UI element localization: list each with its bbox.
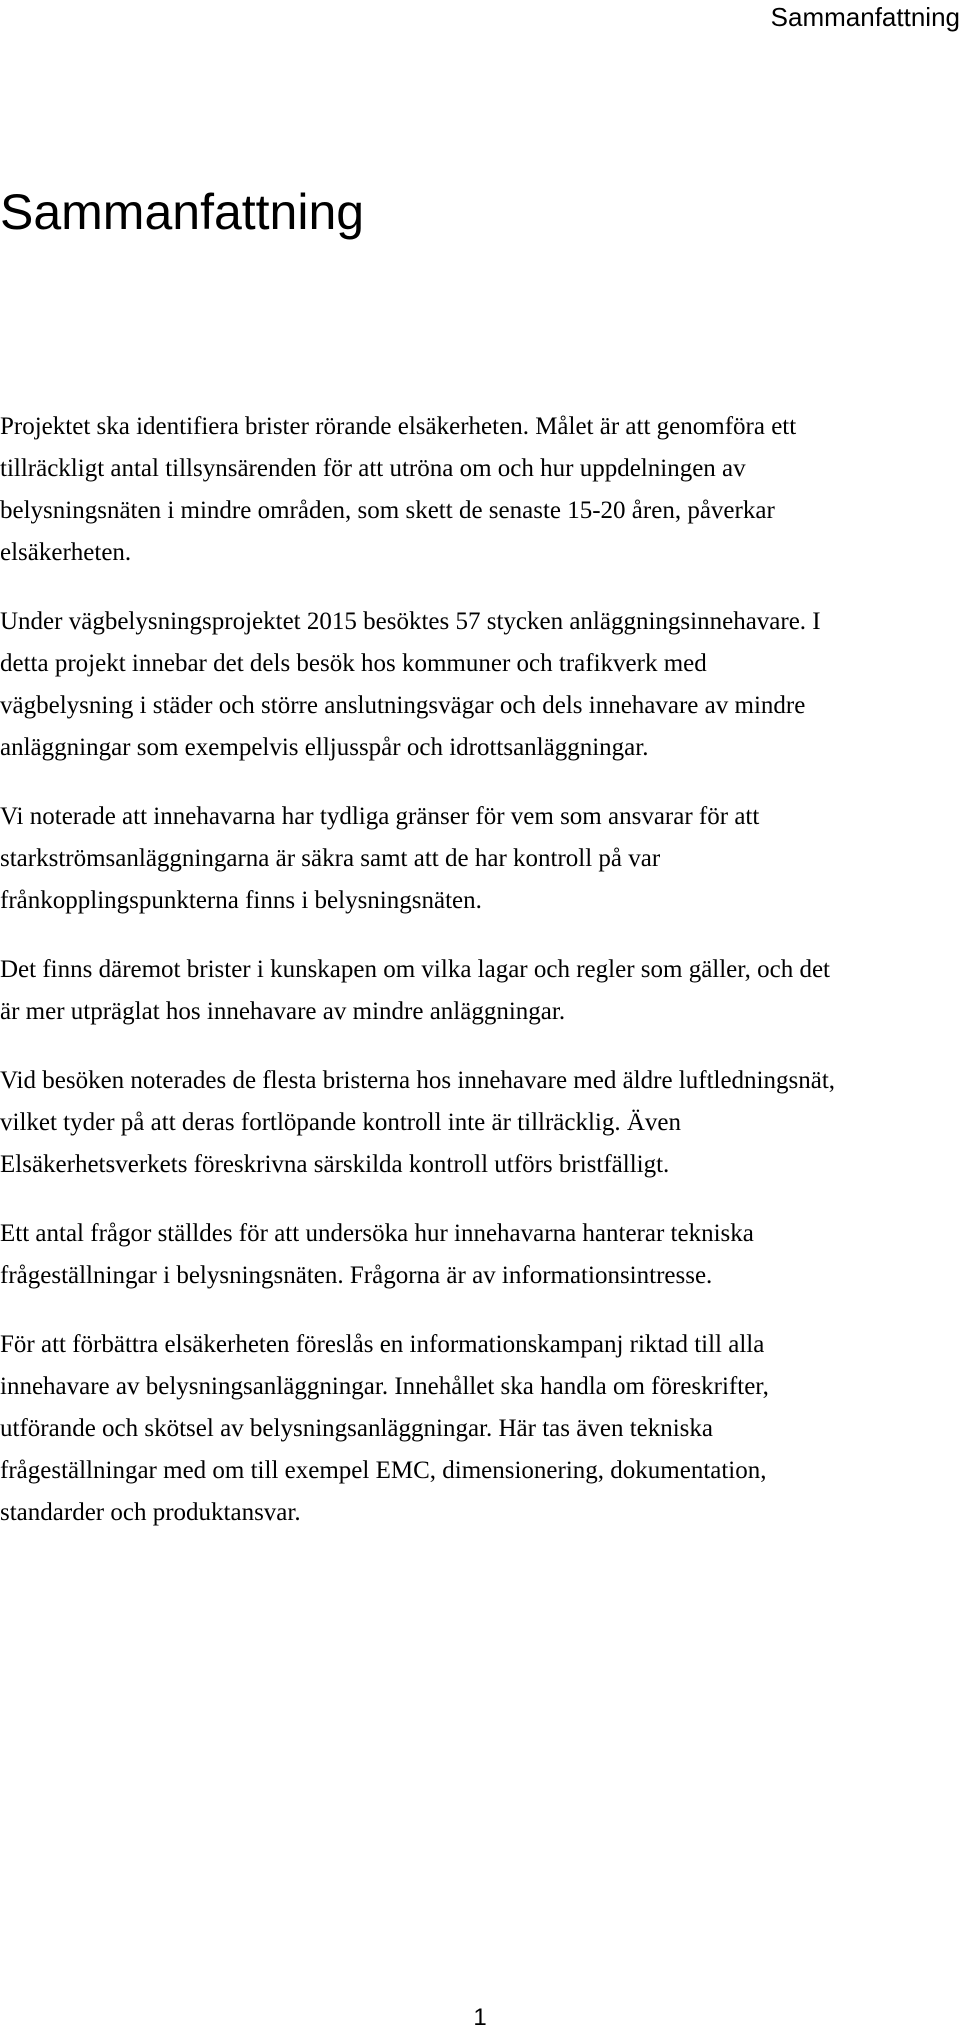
text-line: Vid besöken noterades de flesta bristerna hos innehavare med äldre luftledningsnät, (0, 1067, 836, 1094)
text-line: frågeställningar med om till exempel EMC, dimensionering, dokumentation, (0, 1457, 767, 1484)
running-header: Sammanfattning (770, 2, 960, 32)
text-line: elsäkerheten. (0, 539, 132, 566)
text-line: vilket tyder på att deras fortlöpande kontroll inte är tillräcklig. Även (0, 1109, 682, 1136)
paragraph-7 (0, 1324, 958, 1534)
page-number: 1 (473, 2004, 487, 2031)
paragraph-3 (0, 796, 958, 922)
text-line: Det finns däremot brister i kunskapen om vilka lagar och regler som gäller, och det (0, 956, 830, 983)
text-line: utförande och skötsel av belysningsanläggningar. Här tas även tekniska (0, 1415, 714, 1442)
text-line: För att förbättra elsäkerheten föreslås en informationskampanj riktad till alla (0, 1331, 765, 1358)
text-line: frågeställningar i belysningsnäten. Frågorna är av informationsintresse. (0, 1262, 713, 1289)
text-line: Elsäkerhetsverkets föreskrivna särskilda kontroll utförs bristfälligt. (0, 1151, 670, 1178)
text-line: Vi noterade att innehavarna har tydliga gränser för vem som ansvarar för att (0, 803, 760, 830)
text-line: Projektet ska identifiera brister rörande elsäkerheten. Målet är att genomföra ett (0, 413, 797, 440)
text-line: Ett antal frågor ställdes för att undersöka hur innehavarna hanterar tekniska (0, 1220, 754, 1247)
paragraph-5 (0, 1060, 958, 1186)
text-line: Under vägbelysningsprojektet 2015 besöktes 57 stycken anläggningsinnehavare. I (0, 608, 821, 635)
body-text (0, 406, 958, 1561)
text-line: innehavare av belysningsanläggningar. Innehållet ska handla om föreskrifter, (0, 1373, 769, 1400)
text-line: tillräckligt antal tillsynsärenden för att utröna om och hur uppdelningen av (0, 455, 746, 482)
paragraph-6 (0, 1213, 958, 1297)
text-line: standarder och produktansvar. (0, 1499, 301, 1526)
text-line: vägbelysning i städer och större anslutningsvägar och dels innehavare av mindre (0, 692, 806, 719)
paragraph-4 (0, 949, 958, 1033)
page-title: Sammanfattning (0, 184, 365, 240)
text-line: anläggningar som exempelvis elljusspår och idrottsanläggningar. (0, 734, 649, 761)
text-line: detta projekt innebar det dels besök hos kommuner och trafikverk med (0, 650, 707, 677)
text-line: belysningsnäten i mindre områden, som skett de senaste 15-20 åren, påverkar (0, 497, 775, 524)
paragraph-2 (0, 601, 958, 769)
text-line: är mer utpräglat hos innehavare av mindre anläggningar. (0, 998, 566, 1025)
text-line: frånkopplingspunkterna finns i belysningsnäten. (0, 887, 482, 914)
paragraph-1 (0, 406, 958, 574)
text-line: starkströmsanläggningarna är säkra samt att de har kontroll på var (0, 845, 661, 872)
